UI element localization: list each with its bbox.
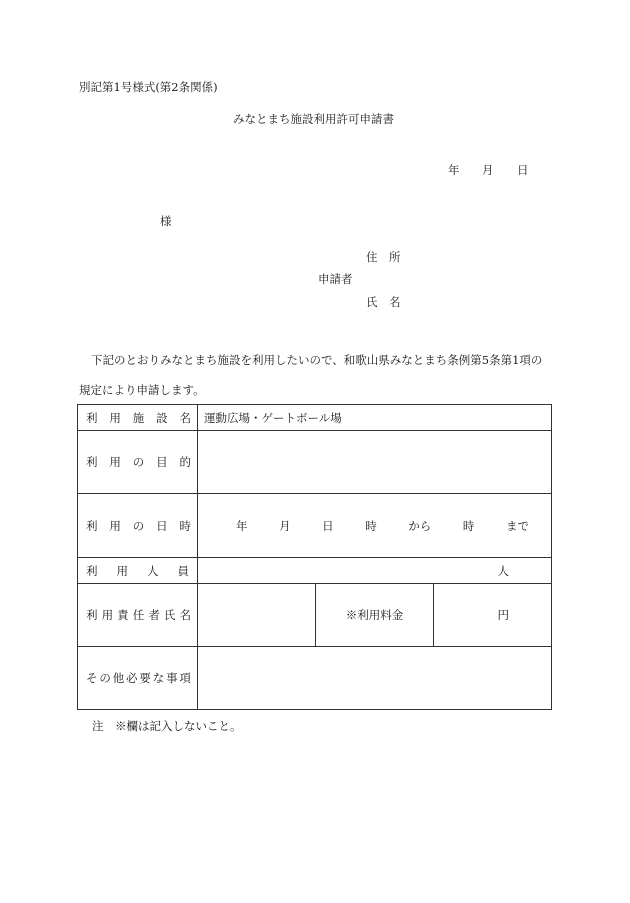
label-char: 的 [179, 455, 191, 469]
label-char: の [99, 671, 111, 685]
label-char: 用 [116, 563, 128, 578]
date-day: 日 [517, 163, 529, 177]
label-char: 名 [179, 410, 191, 425]
fee-unit: 円 [497, 608, 509, 622]
label-char: 他 [112, 671, 125, 685]
label-char: 必 [126, 671, 138, 685]
purpose-label-cell [78, 431, 198, 494]
label-char: の [132, 518, 145, 533]
label-char: 用 [101, 608, 114, 622]
datetime-label-cell [78, 494, 198, 558]
fee-value[interactable] [434, 584, 552, 647]
datetime-part: から [408, 518, 432, 533]
datetime-part: 日 [322, 518, 334, 533]
table-row [78, 431, 552, 494]
people-label-cell [78, 558, 198, 584]
label-char: 用 [109, 518, 121, 533]
label-char: 利 [86, 410, 98, 425]
label-char: 施 [132, 410, 145, 425]
label-char: 名 [179, 608, 191, 622]
form-number: 別記第1号様式(第2条関係) [79, 80, 218, 94]
date-month: 月 [482, 163, 494, 177]
datetime-value[interactable] [198, 494, 552, 558]
responsible-label-cell [78, 584, 198, 647]
addressee-honorific: 様 [160, 214, 172, 228]
label-char: 者 [148, 608, 160, 622]
name-label: 氏 名 [366, 295, 401, 309]
table-row [78, 584, 552, 647]
facility-value[interactable]: 運動広場・ゲートボール場 [198, 405, 552, 431]
label-char: な [152, 671, 165, 685]
datetime-part: 時 [462, 518, 475, 533]
date-year: 年 [448, 163, 460, 177]
document-title: みなとまち施設利用許可申請書 [233, 112, 394, 126]
label-char: 設 [156, 410, 168, 425]
footnote: 注 ※欄は記入しないこと。 [92, 719, 242, 733]
applicant-label: 申請者 [318, 272, 353, 286]
facility-label-cell [78, 405, 198, 431]
other-label-cell [78, 647, 198, 710]
label-char: 目 [156, 455, 168, 469]
body-line-1: 下記のとおりみなとまち施設を利用したいので、和歌山県みなとまち条例第5条第1項の [91, 353, 543, 367]
datetime-part: 時 [365, 518, 377, 533]
label-char: 事 [166, 671, 178, 685]
body-line-2: 規定により申請します。 [79, 383, 205, 397]
other-value[interactable] [198, 647, 552, 710]
label-char: 任 [132, 608, 145, 622]
label-char: 利 [86, 563, 98, 578]
label-char: 利 [86, 518, 98, 533]
datetime-part: 月 [279, 518, 291, 533]
table-row [78, 494, 552, 558]
label-char: 要 [139, 671, 151, 685]
people-unit: 人 [497, 563, 509, 578]
responsible-name-value[interactable] [198, 584, 316, 647]
label-char: そ [86, 671, 98, 685]
purpose-value[interactable] [198, 431, 552, 494]
label-char: 項 [179, 671, 191, 685]
table-row [78, 558, 552, 584]
label-char: 責 [117, 608, 129, 622]
label-char: 利 [86, 608, 98, 622]
label-char: 用 [109, 410, 121, 425]
label-char: 人 [147, 563, 159, 578]
application-table [77, 404, 552, 710]
label-char: 員 [177, 563, 189, 578]
fee-label: ※利用料金 [316, 584, 434, 647]
label-char: 氏 [163, 608, 176, 622]
label-char: 時 [179, 518, 191, 533]
label-char: 日 [156, 518, 168, 533]
address-label: 住 所 [366, 250, 401, 264]
label-char: 利 [86, 455, 98, 469]
datetime-part: まで [505, 518, 529, 533]
table-row [78, 647, 552, 710]
people-value[interactable] [198, 558, 552, 584]
label-char: の [132, 455, 145, 469]
label-char: 用 [109, 455, 121, 469]
table-row [78, 405, 552, 431]
datetime-part: 年 [236, 518, 248, 533]
